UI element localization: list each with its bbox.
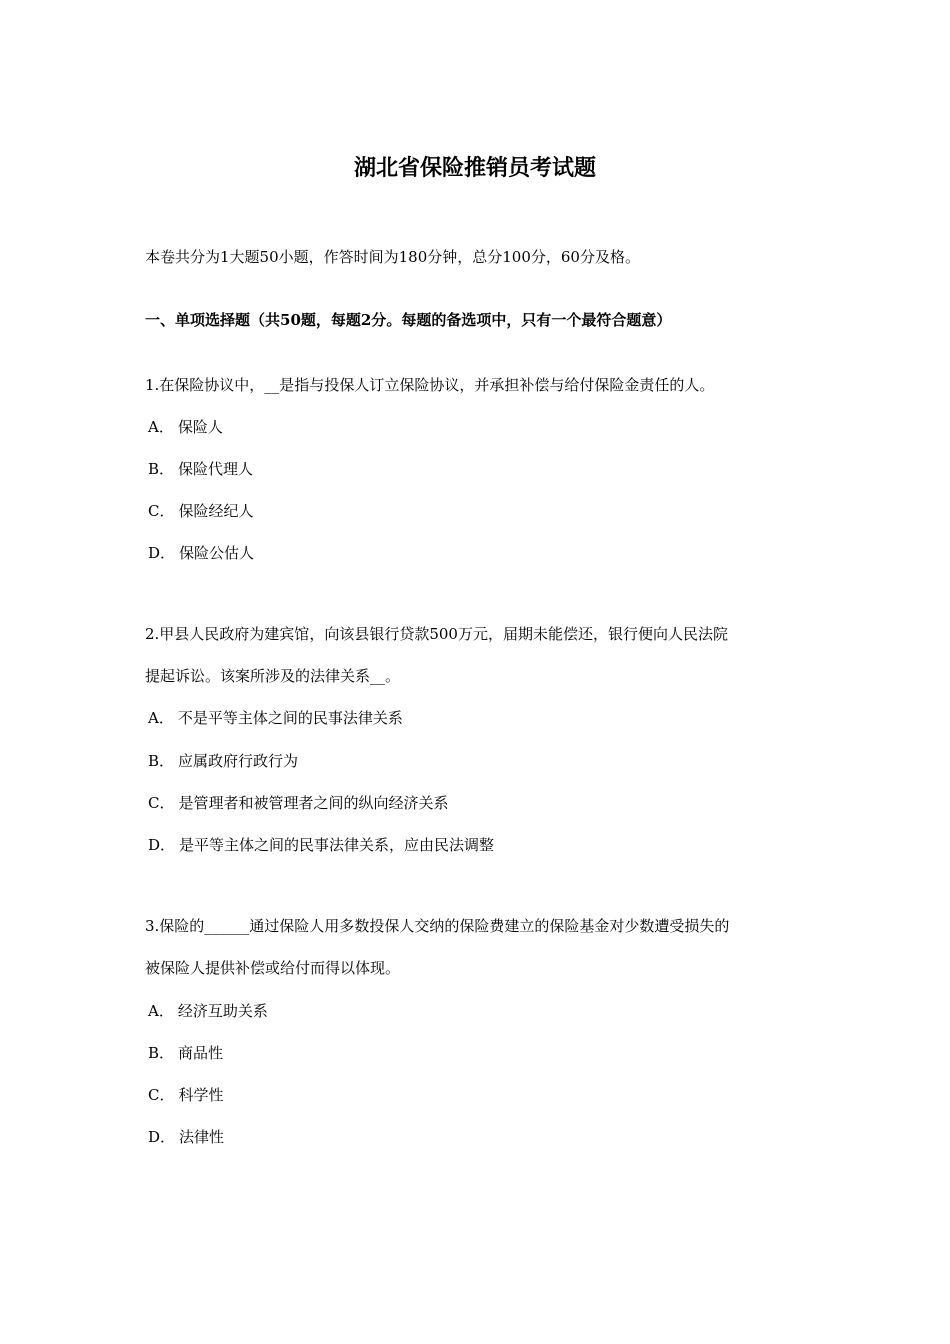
option-a xyxy=(148,416,828,438)
option-text: 是平等主体之间的民事法律关系，应由民法调整 xyxy=(179,836,495,854)
question-stem-continued: 被保险人提供补偿或给付而得以体现。 xyxy=(145,959,401,977)
option-letter: C． xyxy=(148,502,175,520)
option-text: 应属政府行政行为 xyxy=(178,752,299,770)
option-b xyxy=(148,458,828,480)
option-c xyxy=(148,792,828,814)
question-stem: 2.甲县人民政府为建宾馆，向该县银行贷款500万元，届期未能偿还，银行便向人民法院 xyxy=(145,625,728,643)
option-text: 法律性 xyxy=(179,1128,225,1146)
option-text: 商品性 xyxy=(178,1044,224,1062)
option-letter: C． xyxy=(148,794,175,812)
option-text: 是管理者和被管理者之间的纵向经济关系 xyxy=(178,794,449,812)
option-letter: B． xyxy=(148,1044,175,1062)
option-c xyxy=(148,1084,828,1106)
option-letter: A． xyxy=(148,709,174,727)
option-letter: D． xyxy=(148,544,176,562)
option-letter: C． xyxy=(148,1086,175,1104)
exam-intro: 本卷共分为1大题50小题，作答时间为180分钟，总分100分，60分及格。 xyxy=(145,248,640,266)
option-d xyxy=(148,1126,828,1148)
question-stem: 3.保险的______通过保险人用多数投保人交纳的保险费建立的保险基金对少数遭受损失的 xyxy=(145,917,730,935)
question-stem-continued: 提起诉讼。该案所涉及的法律关系__。 xyxy=(145,667,401,685)
option-text: 保险公估人 xyxy=(179,544,255,562)
option-a xyxy=(148,707,828,729)
option-text: 不是平等主体之间的民事法律关系 xyxy=(177,709,403,727)
option-d xyxy=(148,542,828,564)
option-d xyxy=(148,834,828,856)
option-text: 保险人 xyxy=(177,418,223,436)
option-letter: A． xyxy=(148,418,174,436)
option-text: 保险代理人 xyxy=(178,460,254,478)
option-letter: D． xyxy=(148,836,176,854)
option-b xyxy=(148,750,828,772)
option-b xyxy=(148,1042,828,1064)
section-heading: 一、单项选择题（共50题，每题2分。每题的备选项中，只有一个最符合题意） xyxy=(145,311,672,329)
option-a xyxy=(148,1000,828,1022)
document-title: 湖北省保险推销员考试题 xyxy=(353,155,596,181)
option-letter: B． xyxy=(148,752,175,770)
option-c xyxy=(148,500,828,522)
option-text: 科学性 xyxy=(178,1086,224,1104)
option-letter: B． xyxy=(148,460,175,478)
question-stem: 1.在保险协议中，__是指与投保人订立保险协议，并承担补偿与给付保险金责任的人。 xyxy=(145,376,715,394)
option-text: 经济互助关系 xyxy=(177,1002,268,1020)
option-letter: A． xyxy=(148,1002,174,1020)
option-text: 保险经纪人 xyxy=(178,502,254,520)
option-letter: D． xyxy=(148,1128,176,1146)
